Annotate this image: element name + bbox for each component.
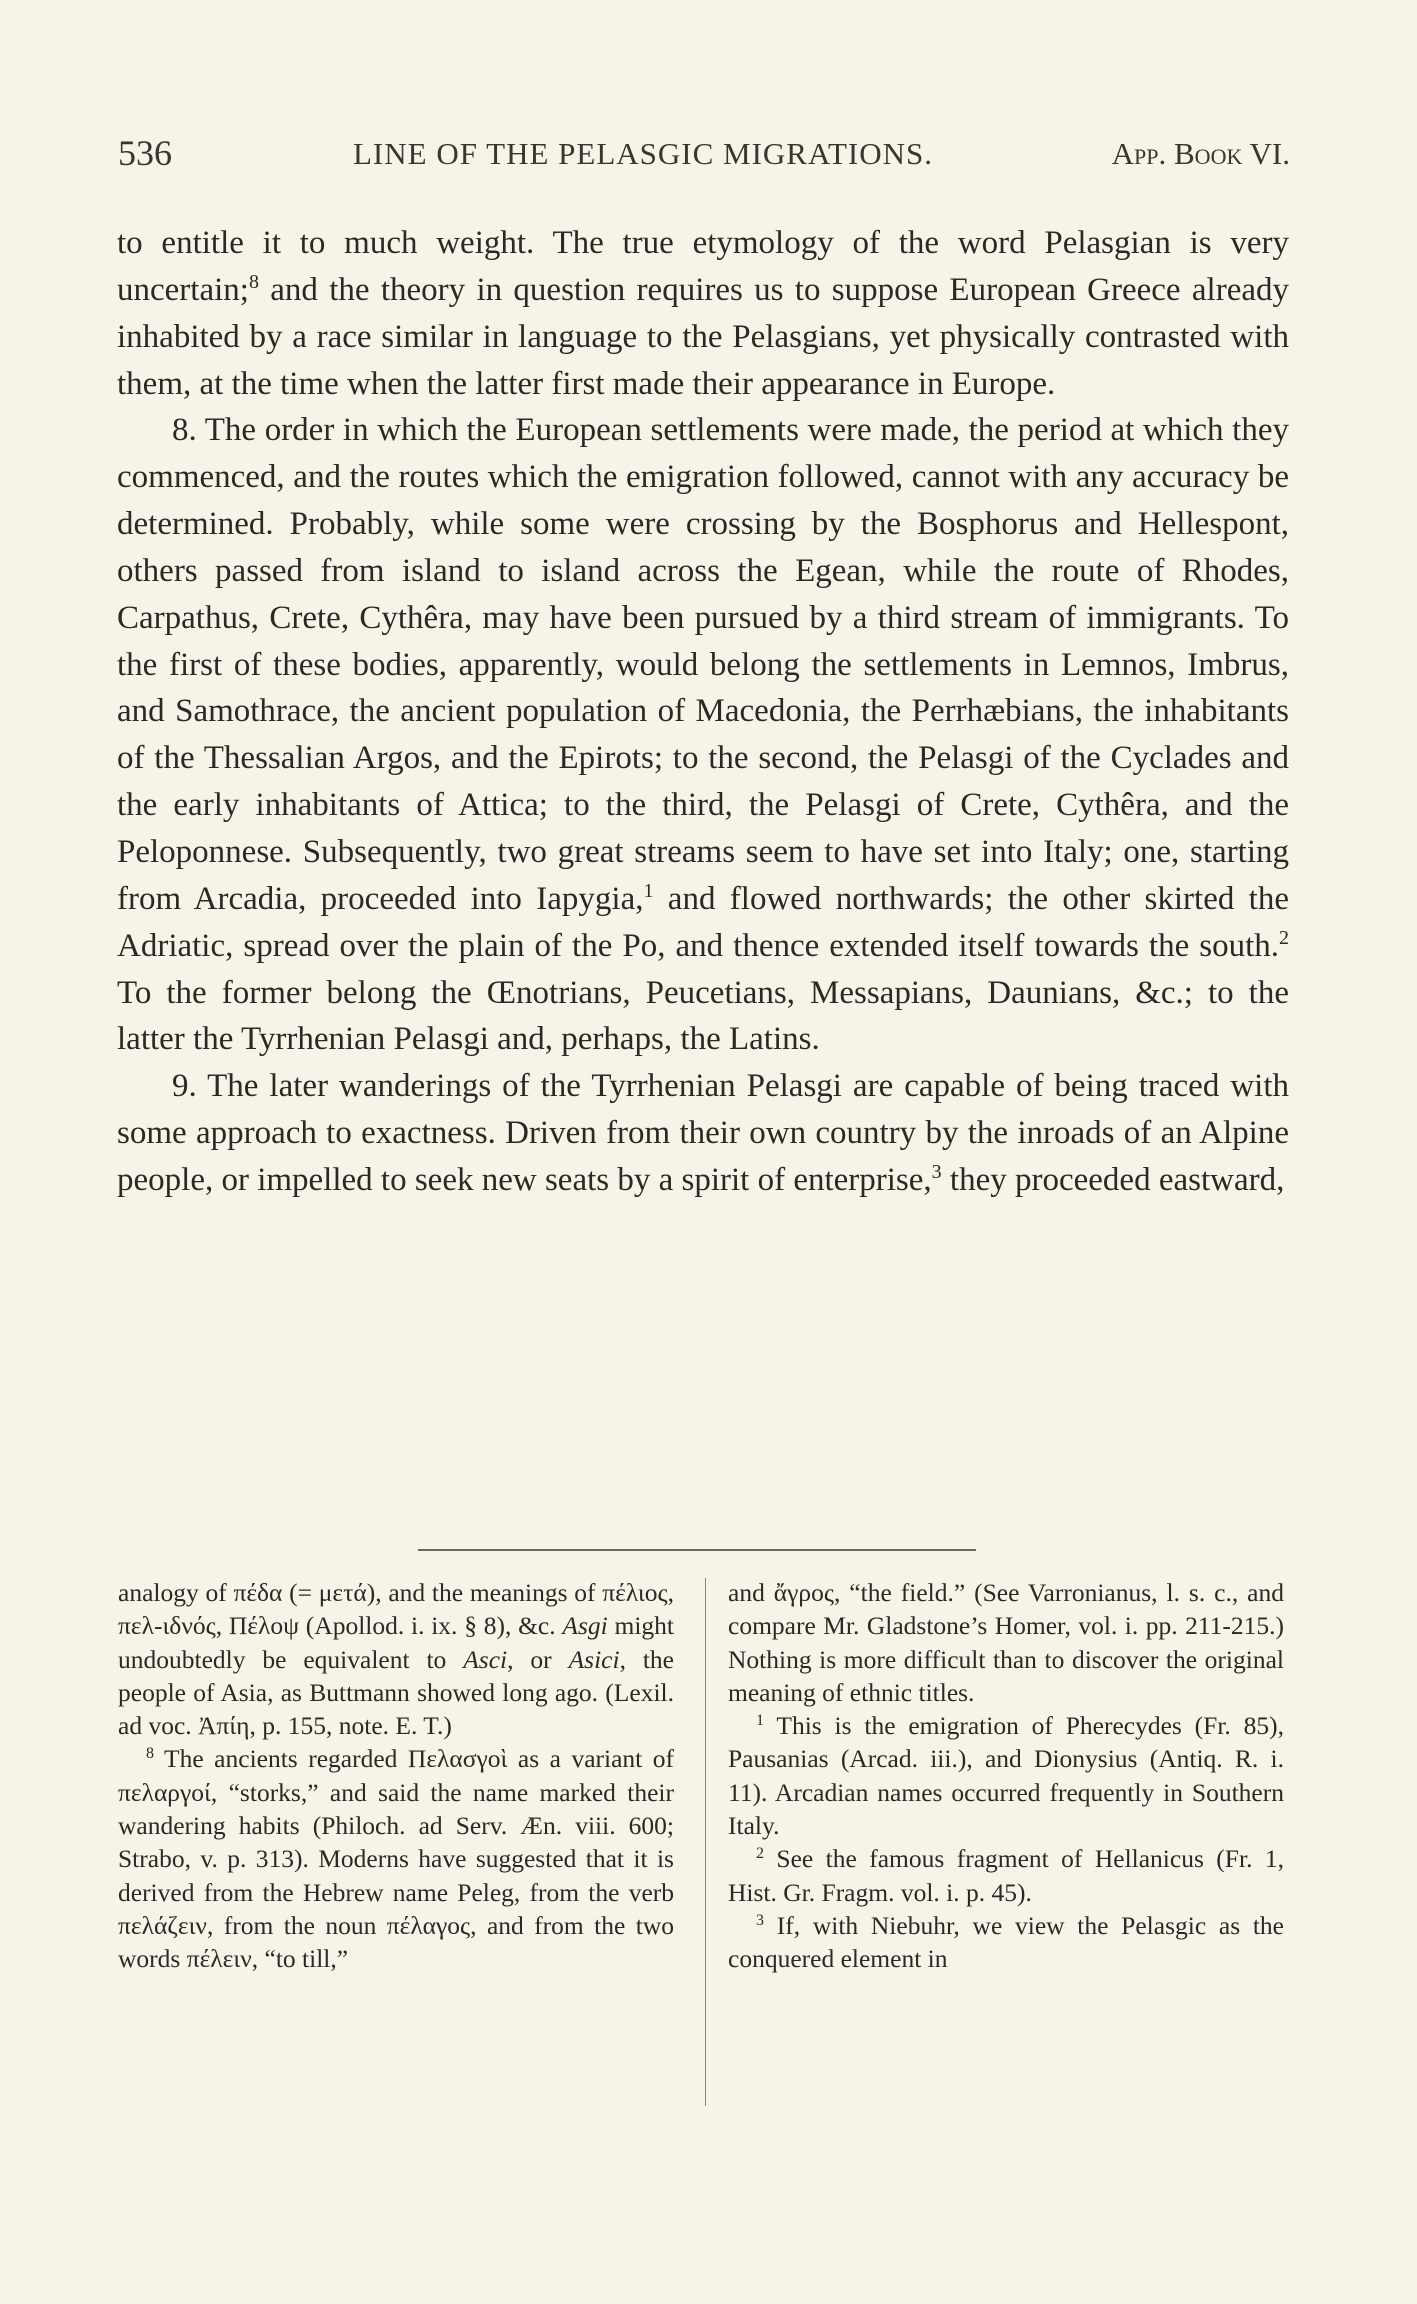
footnotes — [118, 1576, 1290, 2116]
footnote-8-continued: and ἄγρος, “the field.” (See Varronianus, l. s. c., and compare Mr. Gladstone’s Homer, vol. i. pp. 211-215.) Nothing is more difficult than to discover the original meaning of ethnic titles. — [728, 1578, 1284, 1707]
footnote-mark-3: 3 — [756, 1911, 764, 1929]
paragraph-9: 9. The later wanderings of the Tyrrhenian Pelasgi are capable of being traced with some approach to exactness. Driven from their own country by the inroads of an Alpine people, or impelled to seek new seats by a spirit of enterprise,$^3$ they proceeded eastward, — [117, 1068, 1289, 1198]
footnote-ref-8: 8 — [248, 270, 259, 293]
footnote-8: $^8$ The ancients regarded Πελασγοὶ as a variant of πελαργοί, “storks,” and said the name marked their wandering habits (Philoch. ad Serv. Æn. viii. 600; Strabo, v. p. 313). Moderns have suggested that it is derived from the Hebrew name Peleg, from the verb πελάζειν, from the noun πέλαγος, and from the two words πέλειν, “to till,” — [118, 1744, 674, 1974]
paragraph-8: 8. The order in which the European settlements were made, the period at which they commenced, and the routes which the emigration followed, cannot with any accuracy be determined. Probably, while some were crossing by the Bosphorus and Hellespont, others passed from island to island across the Egean, while the route of Rhodes, Carpathus, Crete, Cythêra, may have been pursued by a third stream of immigrants. To the first of these bodies, apparently, would belong the settlements in Lemnos, Imbrus, and Samothrace, the ancient population of Macedonia, the Perrhæbians, the inhabitants of the Thessalian Argos, and the Epirots; to the second, the Pelasgi of the Cyclades and the early inhabitants of Attica; to the third, the Pelasgi of Crete, Cythêra, and the Peloponnese. Subsequently, two great streams seem to have set into Italy; one, starting from Arcadia, proceeded into Iapygia,$^1$ and flowed northwards; the other skirted the Adriatic, spread over the plain of the Po, and thence extended itself towards the south.$^2$ To the former belong the Œnotrians, Peucetians, Messapians, Daunians, &c.; to the latter the Tyrrhenian Pelasgi and, perhaps, the Latins. — [117, 412, 1289, 1058]
footnote-3: $^3$ If, with Niebuhr, we view the Pelasgic as the conquered element in — [728, 1910, 1284, 1974]
running-title: LINE OF THE PELASGIC MIGRATIONS. — [353, 136, 933, 171]
footnote-ref-1: 1 — [643, 879, 654, 902]
column-separator — [705, 1578, 706, 2106]
section-label: App. Book VI. — [1111, 136, 1290, 171]
footnote-mark-2: 2 — [756, 1845, 764, 1863]
footnote-ref-3: 3 — [931, 1160, 942, 1183]
footnote-column-left — [118, 1576, 674, 1976]
paragraph-7-continued: to entitle it to much weight. The true etymology of the word Pelasgian is very uncertain;$^8$ and the theory in question requires us to suppose European Greece already inhabited by a race similar in language to the Pelasgians, yet physically contrasted with them, at the time when the latter first made their appearance in Europe. — [117, 225, 1289, 402]
footnote-7-continued: analogy of πέδα (= μετά), and the meanings of πέλιος, πελ-ιδνός, Πέλοψ (Apollod. i. ix. § 8), &c. Asgi might undoubtedly be equivalent to Asci, or Asici, the people of Asia, as Buttmann showed long ago. (Lexil. ad voc. Ἀπίη, p. 155, note. E. T.) — [118, 1578, 674, 1741]
footnote-column-right — [728, 1576, 1284, 1976]
footnote-2: $^2$ See the famous fragment of Hellanicus (Fr. 1, Hist. Gr. Fragm. vol. i. p. 45). — [728, 1844, 1284, 1907]
footnote-1: $^1$ This is the emigration of Pherecydes (Fr. 85), Pausanias (Arcad. iii.), and Dionysius (Antiq. R. i. 11). Arcadian names occurred frequently in Southern Italy. — [728, 1711, 1284, 1841]
footnote-ref-2: 2 — [1279, 926, 1289, 949]
main-text — [117, 220, 1289, 1204]
running-header — [118, 128, 1290, 178]
page-number: 536 — [118, 133, 172, 173]
footnote-mark-8: 8 — [146, 1745, 154, 1763]
footnote-mark-1: 1 — [756, 1712, 764, 1730]
footnote-divider — [418, 1549, 976, 1551]
